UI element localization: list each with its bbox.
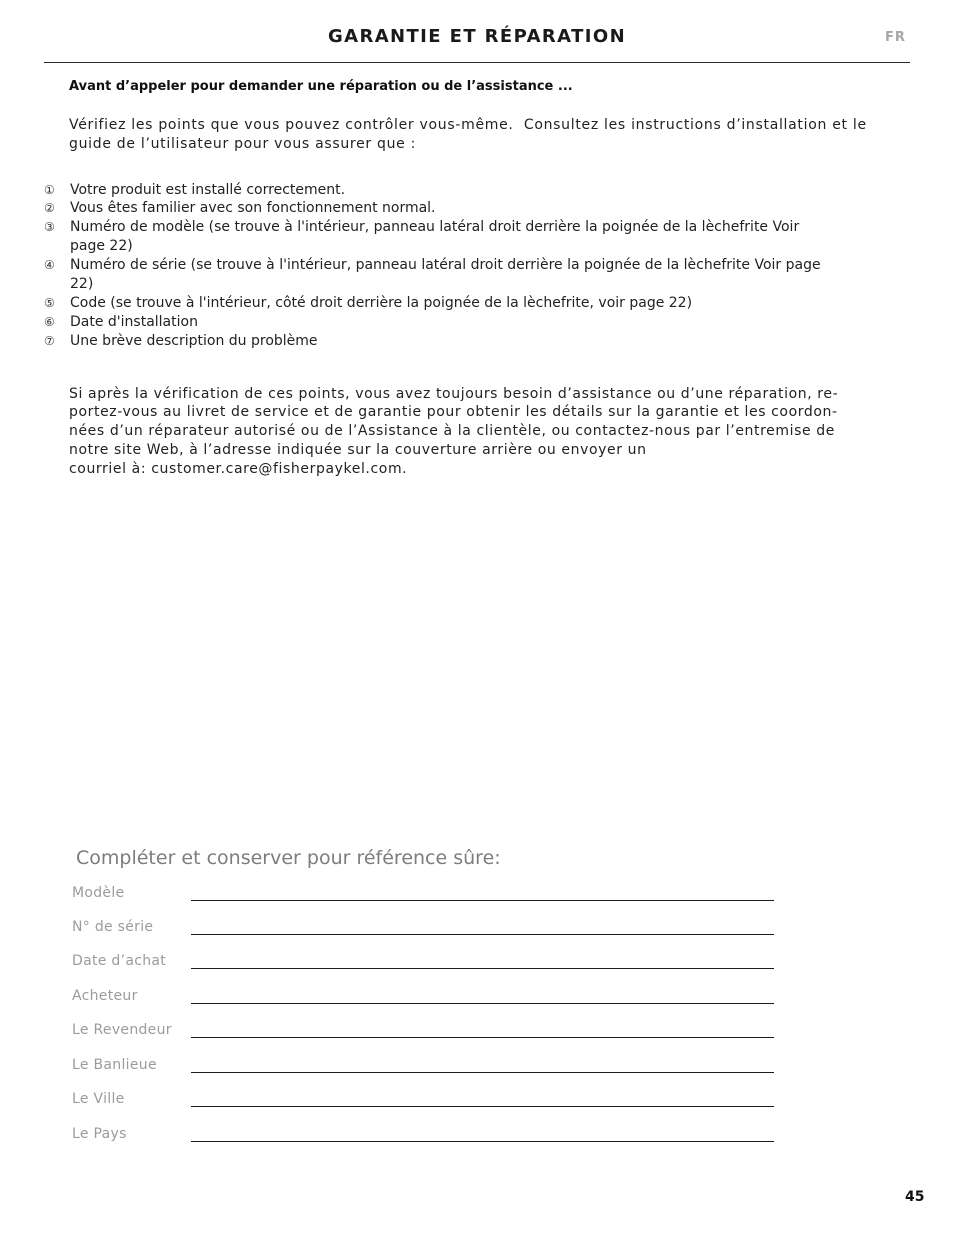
model-label: Modèle bbox=[72, 885, 125, 901]
page-number: 45 bbox=[905, 1189, 925, 1205]
item-text bbox=[70, 256, 821, 294]
item-text-line: Une brève description du problème bbox=[70, 332, 318, 349]
followup-line: courriel à: customer.care@fisherpaykel.com. bbox=[69, 460, 408, 477]
item-number: ① bbox=[44, 182, 55, 197]
header-divider bbox=[44, 62, 910, 63]
form-row-purchase-date bbox=[72, 951, 774, 969]
item-text bbox=[70, 332, 318, 351]
item-number: ⑦ bbox=[44, 333, 55, 348]
intro-paragraph bbox=[69, 116, 867, 153]
intro-line: Vérifiez les points que vous pouvez contrôler vous-même. Consultez les instructions d’installation et le bbox=[69, 117, 867, 133]
form-row-model bbox=[72, 883, 774, 901]
item-number: ③ bbox=[44, 220, 55, 235]
model-fill-line bbox=[191, 900, 774, 901]
followup-line: notre site Web, à l’adresse indiquée sur la couverture arrière ou envoyer un bbox=[69, 441, 647, 458]
country-fill-line bbox=[191, 1141, 774, 1142]
item-text bbox=[70, 313, 198, 332]
followup-paragraph bbox=[69, 385, 838, 479]
form-row-dealer bbox=[72, 1020, 774, 1038]
language-tag: FR bbox=[885, 30, 906, 45]
form-row-city bbox=[72, 1089, 774, 1107]
item-text-line: Numéro de modèle (se trouve à l'intérieur, panneau latéral droit derrière la poignée de la lèchefrite Voir bbox=[70, 219, 800, 236]
item-text bbox=[70, 218, 799, 256]
item-number: ⑤ bbox=[44, 295, 55, 310]
followup-line: portez-vous au livret de service et de garantie pour obtenir les détails sur la garantie et les coordon- bbox=[69, 404, 838, 421]
dealer-fill-line bbox=[191, 1037, 774, 1038]
purchase-date-fill-line bbox=[191, 968, 774, 969]
form-row-buyer bbox=[72, 986, 774, 1004]
purchase-date-label: Date d’achat bbox=[72, 953, 167, 969]
item-text-line: Numéro de série (se trouve à l'intérieur, panneau latéral droit derrière la poignée de la lèchefrite Voir page bbox=[70, 257, 821, 274]
suburb-fill-line bbox=[191, 1072, 774, 1073]
item-text bbox=[70, 181, 345, 200]
item-text bbox=[70, 294, 692, 313]
buyer-label: Acheteur bbox=[72, 988, 138, 1004]
checklist-item bbox=[44, 199, 821, 218]
city-label: Le Ville bbox=[72, 1091, 125, 1107]
followup-line: Si après la vérification de ces points, vous avez toujours besoin d’assistance ou d’une réparation, re- bbox=[69, 385, 839, 402]
buyer-fill-line bbox=[191, 1003, 774, 1004]
page-title: GARANTIE ET RÉPARATION bbox=[327, 26, 627, 47]
item-number: ④ bbox=[44, 258, 55, 273]
checklist-item bbox=[44, 256, 821, 294]
checklist-item bbox=[44, 218, 821, 256]
item-text-line: Date d'installation bbox=[70, 313, 198, 330]
country-label: Le Pays bbox=[72, 1126, 127, 1142]
checklist bbox=[44, 181, 821, 351]
item-text bbox=[70, 199, 436, 218]
checklist-item bbox=[44, 294, 821, 313]
intro-line: guide de l’utilisateur pour vous assurer que : bbox=[69, 135, 417, 152]
checklist-item bbox=[44, 181, 821, 200]
item-number: ⑥ bbox=[44, 314, 55, 329]
serial-fill-line bbox=[191, 934, 774, 935]
dealer-label: Le Revendeur bbox=[72, 1022, 172, 1038]
form-row-suburb bbox=[72, 1055, 774, 1073]
city-fill-line bbox=[191, 1106, 774, 1107]
form-row-serial bbox=[72, 917, 774, 935]
suburb-label: Le Banlieue bbox=[72, 1057, 157, 1073]
item-text-line: Code (se trouve à l'intérieur, côté droit derrière la poignée de la lèchefrite, voir page 22) bbox=[70, 294, 693, 311]
checklist-item bbox=[44, 332, 821, 351]
form-row-country bbox=[72, 1124, 774, 1142]
item-text-line: Vous êtes familier avec son fonctionnement normal. bbox=[70, 200, 436, 217]
record-form-title: Compléter et conserver pour référence sûre: bbox=[76, 847, 501, 869]
item-number: ② bbox=[44, 201, 55, 216]
intro-heading: Avant d’appeler pour demander une réparation ou de l’assistance ... bbox=[69, 79, 573, 94]
checklist-item bbox=[44, 313, 821, 332]
serial-label: N° de série bbox=[72, 919, 154, 935]
item-text-line: page 22) bbox=[70, 238, 133, 255]
followup-line: nées d’un réparateur autorisé ou de l’Assistance à la clientèle, ou contactez-nous par l’entremise de bbox=[69, 423, 835, 439]
item-text-line: 22) bbox=[70, 276, 94, 293]
item-text-line: Votre produit est installé correctement. bbox=[70, 181, 346, 198]
